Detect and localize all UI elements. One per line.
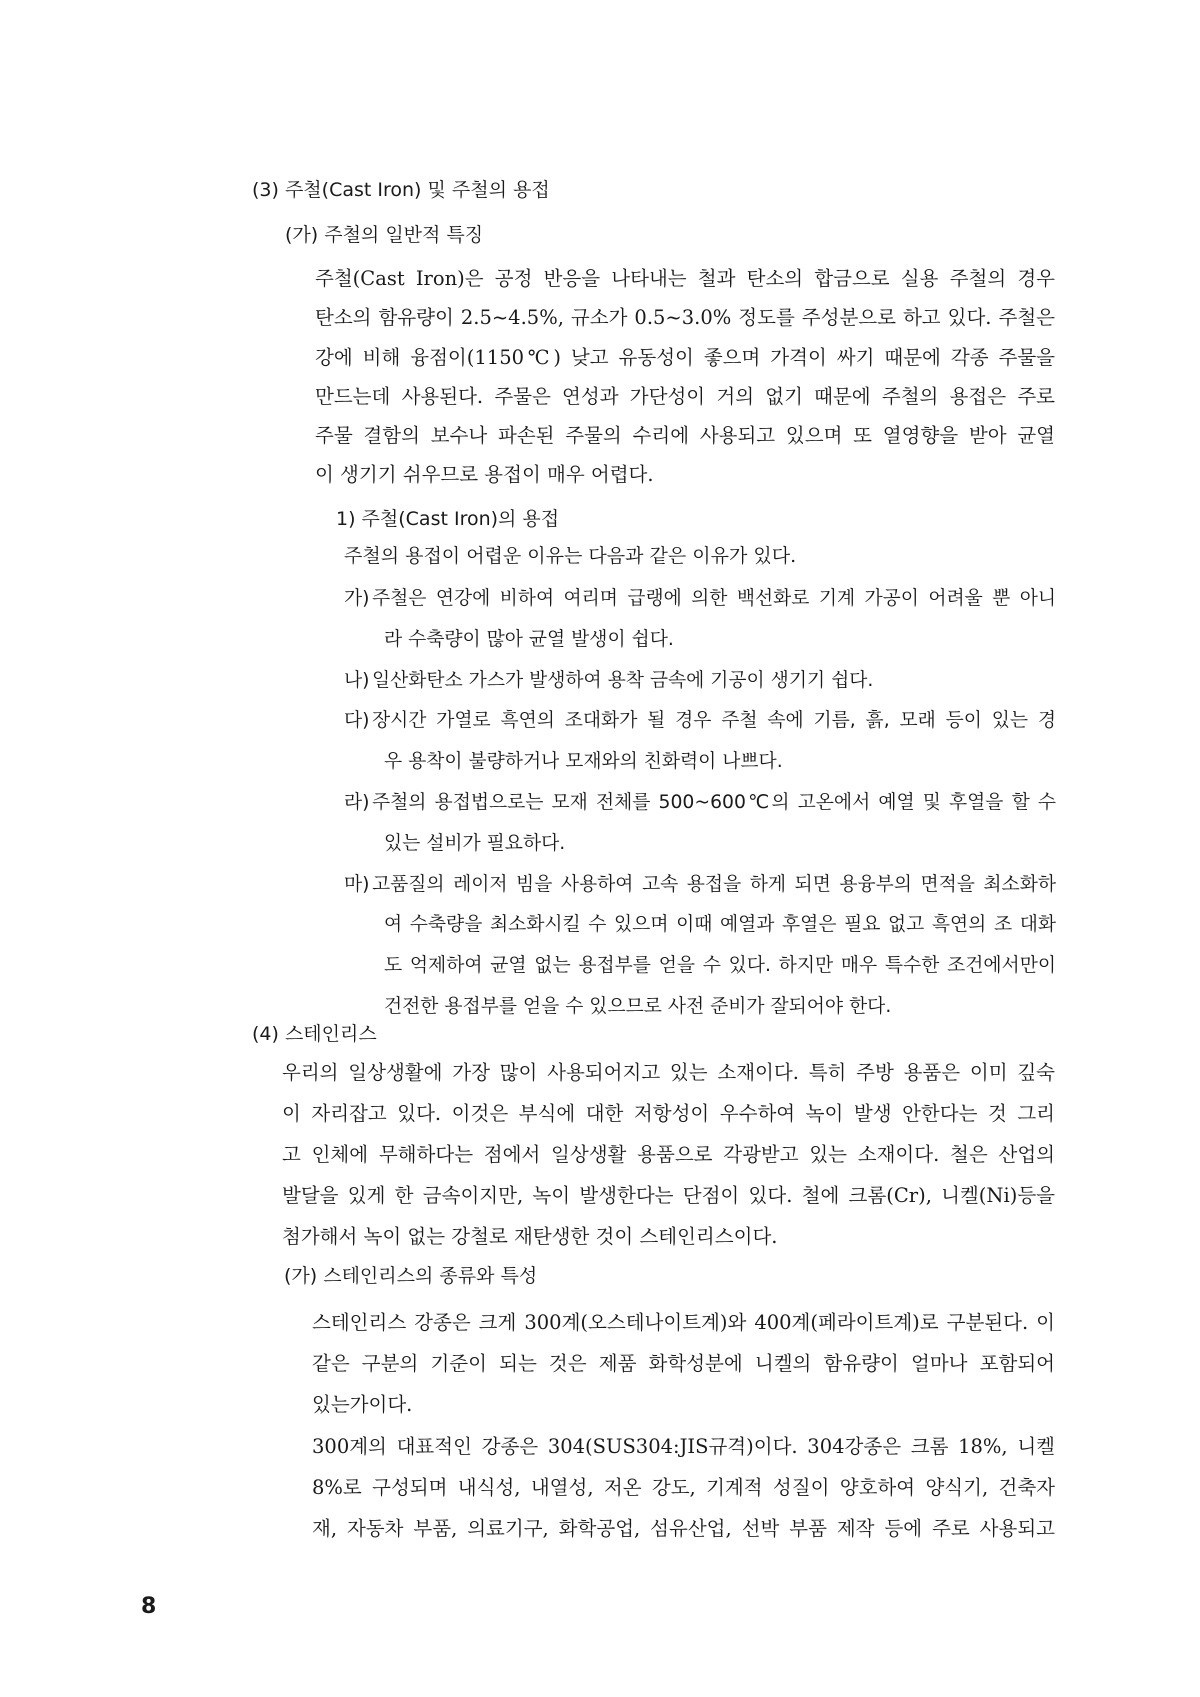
paragraph-line: 스테인리스 강종은 크게 300계(오스테나이트계)와 400계(페라이트계)로 구분된다. 이 — [312, 1311, 1055, 1334]
cast-iron-welding-heading: 1) 주철(Cast Iron)의 용접 — [336, 508, 560, 530]
list-item — [344, 661, 1056, 702]
paragraph-line: 주물 결함의 보수나 파손된 주물의 수리에 사용되고 있으며 또 열영향을 받아 균열 — [315, 424, 1055, 448]
list-item-line: 있는 설비가 필요하다. — [384, 832, 566, 854]
list-item-line: 고품질의 레이저 빔을 사용하여 고속 용접을 하게 되면 용융부의 면적을 최소화하 — [372, 873, 1056, 895]
cast-iron-paragraph — [315, 259, 1055, 495]
paragraph-line: 300계의 대표적인 강종은 304(SUS304:JIS규격)이다. 304강종은 크롬 18%, 니켈 — [312, 1435, 1055, 1458]
list-item — [344, 783, 1056, 865]
paragraph-line: 탄소의 함유량이 2.5~4.5%, 규소가 0.5~3.0% 정도를 주성분으로 하고 있다. 주철은 — [315, 306, 1055, 330]
list-marker: 나) — [344, 669, 370, 691]
paragraph-line: 만드는데 사용된다. 주물은 연성과 가단성이 거의 없기 때문에 주철의 용접은 주로 — [315, 384, 1055, 408]
paragraph-line: 이 생기기 쉬우므로 용접이 매우 어렵다. — [315, 463, 654, 487]
stainless-intro-paragraph — [282, 1052, 1055, 1257]
list-marker: 가) — [344, 588, 370, 609]
section-3-heading: (3) 주철(Cast Iron) 및 주철의 용접 — [252, 179, 550, 201]
stainless-300-paragraph — [312, 1426, 1055, 1549]
list-item-line: 장시간 가열로 흑연의 조대화가 될 경우 주철 속에 기름, 흙, 모래 등이 있는 경 — [372, 710, 1056, 732]
list-item-line: 주철의 용접법으로는 모재 전체를 500~600℃의 고온에서 예열 및 후열을 할 수 — [372, 791, 1056, 813]
list-item-line: 주철은 연강에 비하여 여리며 급랭에 의한 백선화로 기계 가공이 어려울 뿐 아니 — [372, 588, 1056, 609]
section-4-ga-heading: (가) 스테인리스의 종류와 특성 — [284, 1265, 538, 1287]
paragraph-line: 고 인체에 무해하다는 점에서 일상생활 용품으로 각광받고 있는 소재이다. 철은 산업의 — [282, 1143, 1055, 1166]
list-item-line: 우 용착이 불량하거나 모재와의 친화력이 나쁘다. — [384, 751, 783, 773]
list-marker: 라) — [344, 791, 370, 813]
list-item-line: 건전한 용접부를 얻을 수 있으므로 사전 준비가 잘되어야 한다. — [384, 995, 892, 1017]
list-item-line: 도 억제하여 균열 없는 용접부를 얻을 수 있다. 하지만 매우 특수한 조건에서만이 — [384, 955, 1056, 977]
paragraph-line: 발달을 있게 한 금속이지만, 녹이 발생한다는 단점이 있다. 철에 크롬(Cr), 니켈(Ni)등을 — [282, 1184, 1055, 1207]
section-4-heading: (4) 스테인리스 — [252, 1023, 377, 1045]
list-item-line: 일산화탄소 가스가 발생하여 용착 금속에 기공이 생기기 쉽다. — [372, 669, 874, 691]
paragraph-line: 첨가해서 녹이 없는 강철로 재탄생한 것이 스테인리스이다. — [282, 1225, 778, 1248]
paragraph-line: 이 자리잡고 있다. 이것은 부식에 대한 저항성이 우수하여 녹이 발생 안한다는 것 그리 — [282, 1102, 1055, 1125]
list-item — [344, 579, 1056, 661]
list-marker: 다) — [344, 710, 370, 732]
paragraph-line: 우리의 일상생활에 가장 많이 사용되어지고 있는 소재이다. 특히 주방 용품은 이미 깊숙 — [282, 1061, 1055, 1084]
stainless-types-paragraph — [312, 1302, 1055, 1425]
welding-difficulty-list — [344, 579, 1056, 1028]
list-item — [344, 701, 1056, 783]
paragraph-line: 재, 자동차 부품, 의료기구, 화학공업, 섬유산업, 선박 부품 제작 등에 주로 사용되고 — [312, 1517, 1055, 1540]
page-number: 8 — [141, 1594, 157, 1619]
list-marker: 마) — [344, 873, 370, 895]
list-item-line: 라 수축량이 많아 균열 발생이 쉽다. — [384, 628, 674, 650]
paragraph-line: 강에 비해 융점이(1150℃) 낮고 유동성이 좋으며 가격이 싸기 때문에 각종 주물을 — [315, 345, 1055, 369]
list-item — [344, 865, 1056, 1028]
welding-intro-text: 주철의 용접이 어렵운 이유는 다음과 같은 이유가 있다. — [344, 545, 797, 567]
paragraph-line: 주철(Cast Iron)은 공정 반응을 나타내는 철과 탄소의 합금으로 실용 주철의 경우 — [315, 267, 1055, 290]
paragraph-line: 8%로 구성되며 내식성, 내열성, 저온 강도, 기계적 성질이 양호하여 양식기, 건축자 — [312, 1476, 1055, 1499]
paragraph-line: 같은 구분의 기준이 되는 것은 제품 화학성분에 니켈의 함유량이 얼마나 포함되어 — [312, 1352, 1055, 1375]
list-item-line: 여 수축량을 최소화시킬 수 있으며 이때 예열과 후열은 필요 없고 흑연의 조 대화 — [384, 914, 1056, 936]
paragraph-line: 있는가이다. — [312, 1393, 413, 1416]
section-3-ga-heading: (가) 주철의 일반적 특징 — [285, 224, 484, 246]
